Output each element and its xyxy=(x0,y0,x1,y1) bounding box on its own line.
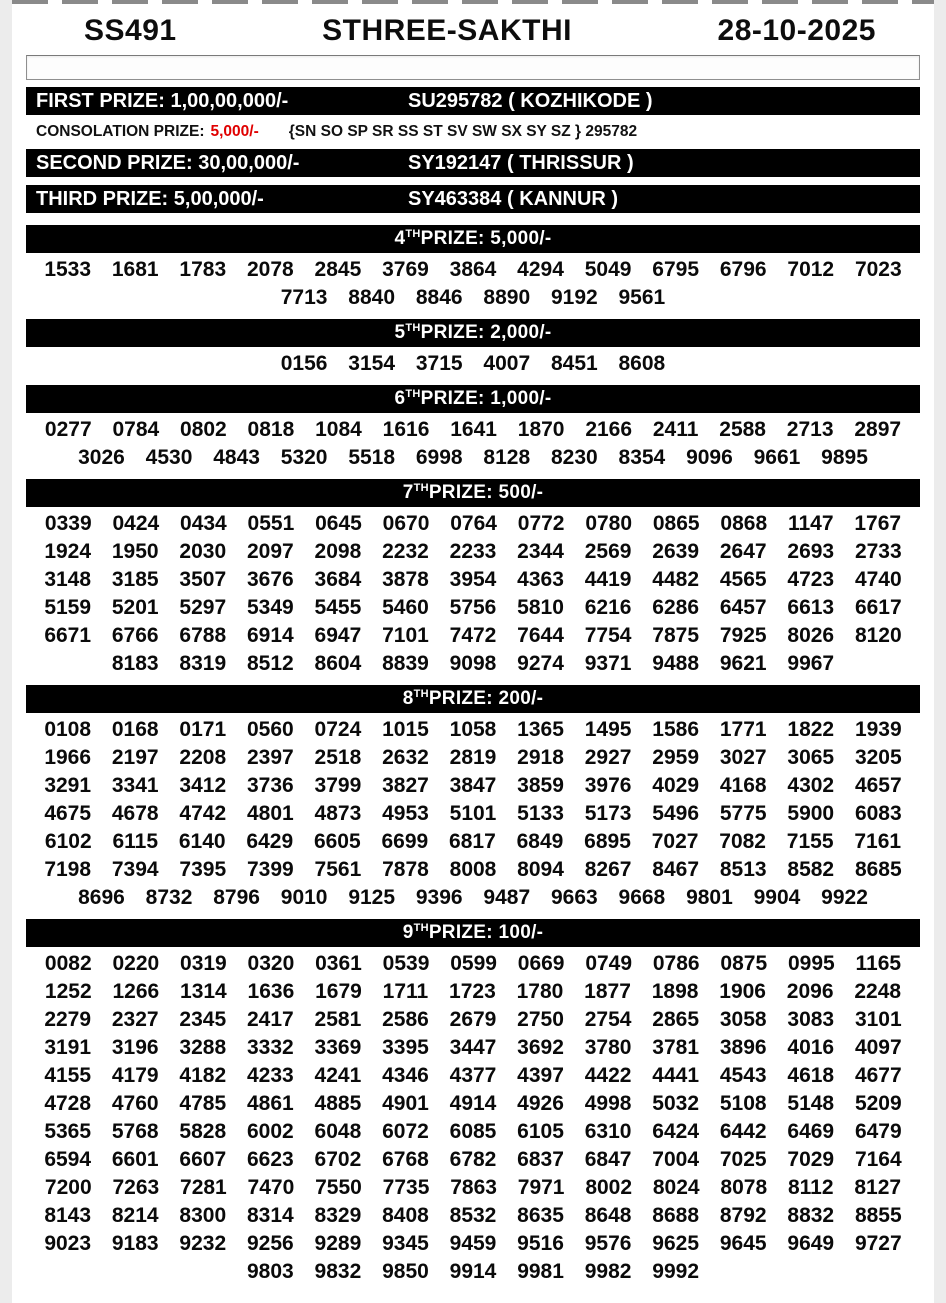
prize-section xyxy=(12,319,934,378)
winning-numbers-block xyxy=(12,256,934,312)
prize-ordinal: 7 xyxy=(402,482,414,503)
prize-amount-label: PRIZE: 2,000/- xyxy=(420,322,552,343)
draw-code: SS491 xyxy=(84,14,177,47)
first-prize-ticket: SU295782 ( KOZHIKODE ) xyxy=(408,89,653,112)
prize-section-header: 8 $^{TH}$ PRIZE: 200/- xyxy=(26,685,920,713)
second-prize-ticket: SY192147 ( THRISSUR ) xyxy=(408,151,634,174)
winning-numbers-row: 3291 3341 3412 3736 3799 3827 3847 3859 3976 4029 4168 4302 4657 xyxy=(44,774,902,797)
prize-section xyxy=(12,479,934,678)
winning-numbers-row: 0082 0220 0319 0320 0361 0539 0599 0669 0749 0786 0875 0995 1165 xyxy=(44,952,902,975)
lottery-result-page xyxy=(12,0,934,1303)
winning-numbers-row: 7198 7394 7395 7399 7561 7878 8008 8094 8267 8467 8513 8582 8685 xyxy=(44,858,902,881)
winning-numbers-row: 4728 4760 4785 4861 4885 4901 4914 4926 4998 5032 5108 5148 5209 xyxy=(44,1092,902,1115)
prize-section-header: 9 $^{TH}$ PRIZE: 100/- xyxy=(26,919,920,947)
second-prize-bar xyxy=(26,149,920,177)
consolation-amount: 5,000/- xyxy=(210,122,259,140)
winning-numbers-row: 8143 8214 8300 8314 8329 8408 8532 8635 8648 8688 8792 8832 8855 xyxy=(44,1204,902,1227)
winning-numbers-block xyxy=(12,716,934,912)
winning-numbers-row: 6102 6115 6140 6429 6605 6699 6817 6849 6895 7027 7082 7155 7161 xyxy=(44,830,902,853)
prize-section xyxy=(12,919,934,1286)
winning-numbers-row: 6594 6601 6607 6623 6702 6768 6782 6837 6847 7004 7025 7029 7164 xyxy=(44,1148,902,1171)
prize-section xyxy=(12,225,934,312)
prize-section-header: 5 $^{TH}$ PRIZE: 2,000/- xyxy=(26,319,920,347)
winning-numbers-row: 0108 0168 0171 0560 0724 1015 1058 1365 1495 1586 1771 1822 1939 xyxy=(44,718,902,741)
prize-ordinal: 9 xyxy=(402,922,414,943)
prize-amount-label: PRIZE: 200/- xyxy=(428,688,544,709)
winning-numbers-row: 4675 4678 4742 4801 4873 4953 5101 5133 5173 5496 5775 5900 6083 xyxy=(44,802,902,825)
third-prize-label: THIRD PRIZE: 5,00,000/- xyxy=(36,187,264,210)
winning-numbers-row: 4155 4179 4182 4233 4241 4346 4377 4397 4422 4441 4543 4618 4677 xyxy=(44,1064,902,1087)
third-prize-bar xyxy=(26,185,920,213)
winning-numbers-block xyxy=(12,510,934,678)
prize-section xyxy=(12,385,934,472)
winning-numbers-row: 1252 1266 1314 1636 1679 1711 1723 1780 1877 1898 1906 2096 2248 xyxy=(44,980,902,1003)
prize-ordinal: 4 xyxy=(394,228,406,249)
second-prize-label: SECOND PRIZE: 30,00,000/- xyxy=(36,151,300,174)
winning-numbers-row: 7200 7263 7281 7470 7550 7735 7863 7971 8002 8024 8078 8112 8127 xyxy=(44,1176,902,1199)
winning-numbers-block xyxy=(12,350,934,378)
winning-numbers-row: 7713 8840 8846 8890 9192 9561 xyxy=(280,286,666,309)
empty-text-box xyxy=(26,55,920,80)
first-prize-bar xyxy=(26,87,920,115)
consolation-series: {SN SO SP SR SS ST SV SW SX SY SZ } 295782 xyxy=(288,122,638,140)
winning-numbers-block xyxy=(12,416,934,472)
third-prize-ticket: SY463384 ( KANNUR ) xyxy=(408,187,619,210)
winning-numbers-row: 1533 1681 1783 2078 2845 3769 3864 4294 5049 6795 6796 7012 7023 xyxy=(44,258,902,281)
top-dashed-strip xyxy=(12,0,934,4)
prize-ordinal: 8 xyxy=(402,688,414,709)
winning-numbers-row: 0277 0784 0802 0818 1084 1616 1641 1870 2166 2411 2588 2713 2897 xyxy=(44,418,902,441)
prize-sections xyxy=(12,225,934,1286)
first-prize-label: FIRST PRIZE: 1,00,00,000/- xyxy=(36,89,289,112)
winning-numbers-row: 9023 9183 9232 9256 9289 9345 9459 9516 9576 9625 9645 9649 9727 xyxy=(44,1232,902,1255)
consolation-prize-row xyxy=(12,118,934,145)
winning-numbers-row: 1966 2197 2208 2397 2518 2632 2819 2918 2927 2959 3027 3065 3205 xyxy=(44,746,902,769)
prize-section-header: 4 $^{TH}$ PRIZE: 5,000/- xyxy=(26,225,920,253)
winning-numbers-row: 3191 3196 3288 3332 3369 3395 3447 3692 3780 3781 3896 4016 4097 xyxy=(44,1036,902,1059)
prize-section-header: 7 $^{TH}$ PRIZE: 500/- xyxy=(26,479,920,507)
prize-section xyxy=(12,685,934,912)
winning-numbers-row: 5365 5768 5828 6002 6048 6072 6085 6105 6310 6424 6442 6469 6479 xyxy=(44,1120,902,1143)
prize-amount-label: PRIZE: 1,000/- xyxy=(420,388,552,409)
winning-numbers-row: 0339 0424 0434 0551 0645 0670 0764 0772 0780 0865 0868 1147 1767 xyxy=(44,512,902,535)
winning-numbers-row: 0156 3154 3715 4007 8451 8608 xyxy=(280,352,666,375)
prize-ordinal: 6 xyxy=(394,388,406,409)
winning-numbers-block xyxy=(12,950,934,1286)
page-title: STHREE-SAKTHI xyxy=(322,14,572,47)
consolation-label: CONSOLATION PRIZE: xyxy=(36,122,205,140)
winning-numbers-row: 2279 2327 2345 2417 2581 2586 2679 2750 2754 2865 3058 3083 3101 xyxy=(44,1008,902,1031)
winning-numbers-row: 3148 3185 3507 3676 3684 3878 3954 4363 4419 4482 4565 4723 4740 xyxy=(44,568,902,591)
winning-numbers-row: 3026 4530 4843 5320 5518 6998 8128 8230 8354 9096 9661 9895 xyxy=(78,446,868,469)
masthead xyxy=(12,4,934,52)
draw-date: 28-10-2025 xyxy=(717,14,876,47)
prize-ordinal: 5 xyxy=(394,322,406,343)
prize-amount-label: PRIZE: 500/- xyxy=(428,482,544,503)
winning-numbers-row: 9803 9832 9850 9914 9981 9982 9992 xyxy=(246,1260,700,1283)
prize-amount-label: PRIZE: 5,000/- xyxy=(420,228,552,249)
winning-numbers-row: 8696 8732 8796 9010 9125 9396 9487 9663 9668 9801 9904 9922 xyxy=(78,886,868,909)
winning-numbers-row: 8183 8319 8512 8604 8839 9098 9274 9371 9488 9621 9967 xyxy=(111,652,835,675)
prize-section-header: 6 $^{TH}$ PRIZE: 1,000/- xyxy=(26,385,920,413)
winning-numbers-row: 6671 6766 6788 6914 6947 7101 7472 7644 7754 7875 7925 8026 8120 xyxy=(44,624,902,647)
winning-numbers-row: 1924 1950 2030 2097 2098 2232 2233 2344 2569 2639 2647 2693 2733 xyxy=(44,540,902,563)
winning-numbers-row: 5159 5201 5297 5349 5455 5460 5756 5810 6216 6286 6457 6613 6617 xyxy=(44,596,902,619)
prize-amount-label: PRIZE: 100/- xyxy=(428,922,544,943)
